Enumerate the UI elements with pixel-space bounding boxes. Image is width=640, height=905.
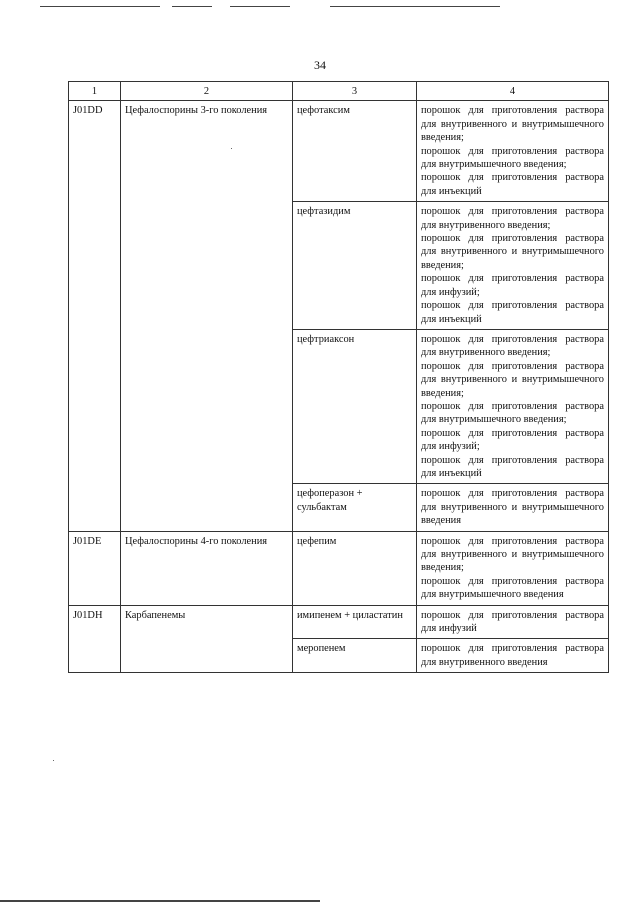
- dosage-form-item: порошок для приготовления раствора для инфузий: [421, 609, 604, 635]
- dosage-forms-cell: [417, 484, 609, 531]
- scan-artifact-top-2: [172, 6, 212, 7]
- table-header-row: [69, 82, 609, 101]
- group-name-cell: Цефалоспорины 4-го поколения: [121, 531, 293, 605]
- column-header: 4: [417, 82, 609, 101]
- atc-code-cell: J01DH: [69, 605, 121, 673]
- scan-artifact-top-3: [230, 6, 290, 7]
- dosage-form-item: порошок для приготовления раствора для инфузий;: [421, 427, 604, 453]
- dosage-forms-cell: [417, 531, 609, 605]
- drug-table: [68, 81, 609, 673]
- dosage-form-item: порошок для приготовления раствора для инфузий;: [421, 273, 604, 298]
- group-name-cell: Цефалоспорины 3-го поколения: [121, 101, 293, 531]
- drug-name-cell: цефотаксим: [293, 101, 417, 202]
- drug-name-cell: цефтазидим: [293, 202, 417, 330]
- table-row: [69, 101, 609, 202]
- dosage-forms-cell: [417, 329, 609, 483]
- dosage-forms-cell: [417, 101, 609, 202]
- atc-code-cell: J01DE: [69, 531, 121, 605]
- scan-artifact-bottom-1: [0, 900, 320, 902]
- dosage-form-item: порошок для приготовления раствора для внутривенного и внутримышечного введения;: [421, 233, 604, 271]
- dosage-form-item: порошок для приготовления раствора для инъекций: [421, 454, 604, 479]
- dosage-form-item: порошок для приготовления раствора для инъекций: [421, 172, 604, 197]
- dosage-form-item: порошок для приготовления раствора для внутримышечного введения: [421, 575, 604, 601]
- drug-name-cell: цефоперазон + сульбактам: [293, 484, 417, 531]
- page-number: 34: [314, 58, 326, 72]
- dosage-form-item: порошок для приготовления раствора для внутривенного и внутримышечного введения;: [421, 105, 604, 144]
- drug-name-cell: цефепим: [293, 531, 417, 605]
- dosage-form-item: порошок для приготовления раствора для внутривенного и внутримышечного введения: [421, 488, 604, 527]
- dosage-forms-cell: [417, 202, 609, 330]
- dosage-form-item: порошок для приготовления раствора для внутривенного введения: [421, 643, 604, 668]
- scan-artifact-top-4: [330, 6, 500, 7]
- dosage-forms-cell: [417, 605, 609, 639]
- column-header: 2: [121, 82, 293, 101]
- scan-dot: [53, 760, 54, 761]
- dosage-form-item: порошок для приготовления раствора для внутримышечного введения;: [421, 400, 604, 426]
- dosage-form-item: порошок для приготовления раствора для внутривенного введения;: [421, 206, 604, 231]
- drug-name-cell: имипенем + циластатин: [293, 605, 417, 639]
- dosage-form-item: порошок для приготовления раствора для инъекций: [421, 300, 604, 325]
- group-name-cell: Карбапенемы: [121, 605, 293, 673]
- column-header: 1: [69, 82, 121, 101]
- table-row: [69, 531, 609, 605]
- dosage-forms-cell: [417, 639, 609, 673]
- drug-name-cell: цефтриаксон: [293, 329, 417, 483]
- dosage-form-item: порошок для приготовления раствора для внутривенного и внутримышечного введения;: [421, 535, 604, 574]
- table-body: [69, 101, 609, 673]
- dosage-form-item: порошок для приготовления раствора для внутримышечного введения;: [421, 145, 604, 171]
- drug-name-cell: меропенем: [293, 639, 417, 673]
- atc-code-cell: J01DD: [69, 101, 121, 531]
- dosage-form-item: порошок для приготовления раствора для внутривенного введения;: [421, 333, 604, 359]
- table-row: [69, 605, 609, 639]
- column-header: 3: [293, 82, 417, 101]
- scan-artifact-top-1: [40, 6, 160, 7]
- dosage-form-item: порошок для приготовления раствора для внутривенного и внутримышечного введения;: [421, 360, 604, 399]
